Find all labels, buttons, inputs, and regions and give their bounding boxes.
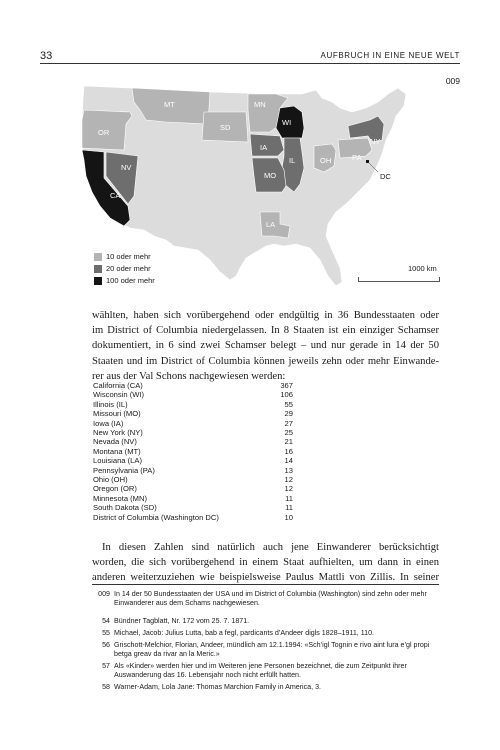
- table-row: [93, 400, 293, 409]
- label-ny: NY: [370, 137, 381, 146]
- state-name-cell: Oregon (OR): [93, 484, 137, 494]
- legend-swatch-dark: [94, 277, 102, 285]
- table-row: [93, 409, 293, 418]
- footnote-number: 55: [102, 629, 110, 637]
- state-name-cell: Ohio (OH): [93, 475, 128, 485]
- footnote-number: 57: [102, 662, 110, 670]
- state-name-cell: Illinois (IL): [93, 399, 128, 409]
- table-row: [93, 419, 293, 428]
- table-row: [93, 494, 293, 503]
- count-cell: 367: [280, 381, 293, 390]
- table-row: [93, 456, 293, 465]
- text-line: In diesen Zahlen sind natürlich auch jene Einwanderer berücksichtigt: [102, 542, 439, 553]
- footnote-number: 56: [102, 641, 110, 649]
- count-cell: 14: [284, 456, 293, 466]
- label-mo: MO: [264, 171, 277, 180]
- state-name-cell: Wisconsin (WI): [93, 390, 145, 400]
- count-cell: 55: [284, 399, 293, 409]
- scale-label: 1000 km: [408, 264, 437, 273]
- text-line: Staaten und im District of Columbia können jeweils zehn oder mehr Einwande-: [92, 355, 439, 367]
- footnote-text: Als «Kinder» werden hier und im Weiteren jene Personen bezeichnet, die zum Zeitpunkt ihrer Auswanderung das 16. Lebensjahr noch nicht erfüllt hatten.: [114, 662, 407, 679]
- us-map: [70, 80, 450, 295]
- count-cell: 13: [284, 465, 293, 475]
- footnote-number: 009: [98, 590, 110, 598]
- text-line: dokumentiert, in 6 sind zwei Schamser belegt – und nur gerade in 14 der 50: [92, 340, 439, 352]
- table-row: [93, 381, 293, 390]
- body-paragraph-1: [92, 308, 439, 384]
- footnote-text: In 14 der 50 Bundesstaaten der USA und im District of Columbia (Washington) sind zehn oder mehr Einwanderer aus dem Schams nachgewiesen.: [114, 590, 427, 607]
- label-mt: MT: [164, 100, 175, 109]
- count-cell: 12: [284, 475, 293, 485]
- state-name-cell: South Dakota (SD): [93, 503, 157, 513]
- state-name-cell: Nevada (NV): [93, 437, 137, 447]
- label-wi: WI: [282, 118, 292, 127]
- footnote-text: Grischott-Melchior, Florian, Andeer, mündlich am 12.1.1994: «Sch’igl Tognin e rivo aint lura e’gl propi betga greav da rivar an la Meric.»: [114, 641, 430, 658]
- us-map-figure: [70, 80, 450, 295]
- table-row: [93, 447, 293, 456]
- label-nv: NV: [121, 163, 132, 172]
- count-cell: 27: [284, 418, 293, 428]
- table-row: [93, 475, 293, 484]
- legend-label-100: 100 oder mehr: [106, 276, 155, 285]
- footnote-text: Warner-Adam, Lola Jane: Thomas Marchion Family in America, 3.: [114, 683, 321, 691]
- state-name-cell: Montana (MT): [93, 446, 141, 456]
- state-name-cell: New York (NY): [93, 428, 143, 438]
- state-name-cell: Pennsylvania (PA): [93, 465, 155, 475]
- state-name-cell: Missouri (MO): [93, 409, 141, 419]
- count-cell: 25: [284, 428, 293, 438]
- footnote-number: 58: [102, 683, 110, 691]
- text-line: anderen weiterzuziehen wie beispielsweise Paulus Mattli von Zillis. In seiner: [92, 572, 439, 584]
- count-cell: 106: [280, 390, 293, 400]
- state-name-cell: Louisiana (LA): [93, 456, 142, 466]
- legend-label-10: 10 oder mehr: [106, 252, 151, 261]
- emigrant-count-table: [93, 381, 293, 522]
- legend-swatch-medium: [94, 265, 102, 273]
- label-pa: PA: [352, 153, 362, 162]
- footnote-text: Bündner Tagblatt, Nr. 172 vom 25. 7. 1871.: [114, 617, 250, 625]
- state-name-cell: Minnesota (MN): [93, 493, 148, 503]
- table-row: [93, 437, 293, 446]
- text-line: im District of Columbia niedergelassen. In 8 Staaten ist ein einziger Schamser: [92, 325, 439, 337]
- page-number: 33: [40, 50, 53, 62]
- footnote-rule: [92, 584, 439, 585]
- state-name-cell: District of Columbia (Washington DC): [93, 512, 219, 522]
- table-body: [93, 381, 293, 522]
- label-ca: CA: [110, 191, 121, 200]
- state-dc: [366, 160, 369, 163]
- table-row: [93, 503, 293, 512]
- count-cell: 11: [285, 493, 293, 503]
- label-sd: SD: [220, 123, 231, 132]
- figure-number: 009: [445, 76, 460, 86]
- label-il: IL: [289, 156, 296, 165]
- count-cell: 29: [284, 409, 293, 419]
- legend-item-20: [94, 264, 151, 273]
- table-row: [93, 484, 293, 493]
- label-oh: OH: [320, 156, 332, 165]
- count-cell: 12: [284, 484, 293, 494]
- count-cell: 21: [284, 437, 293, 447]
- legend-item-100: [94, 276, 155, 285]
- legend-label-20: 20 oder mehr: [106, 264, 151, 273]
- footnote-number: 54: [102, 617, 110, 625]
- scale-bar: [358, 277, 440, 282]
- count-cell: 10: [284, 512, 293, 522]
- text-line: wählten, haben sich vorübergehend oder endgültig in 36 Bundesstaaten oder: [92, 310, 439, 321]
- label-or: OR: [98, 128, 110, 137]
- table-row: [93, 390, 293, 399]
- text-line: rer aus der Val Schons nachgewiesen werden:: [92, 370, 286, 382]
- state-name-cell: Iowa (IA): [93, 418, 124, 428]
- label-mn: MN: [254, 100, 266, 109]
- count-cell: 11: [285, 503, 293, 513]
- table-row: [93, 513, 293, 522]
- footnote-text: Michael, Jacob: Julius Lutta, bab a fegl, pardicants d’Andeer digls 1828–1911, 110.: [114, 629, 375, 637]
- text-line: worden, die sich vorübergehend in einem Staat aufhielten, um dann in einen: [92, 557, 439, 569]
- body-paragraph-2: [92, 540, 439, 586]
- running-head: AUFBRUCH IN EINE NEUE WELT: [320, 51, 460, 60]
- label-dc: DC: [380, 172, 391, 181]
- table-row: [93, 428, 293, 437]
- label-la: LA: [266, 220, 276, 229]
- legend-item-10: [94, 252, 151, 261]
- header-rule: [40, 63, 460, 64]
- count-cell: 16: [284, 446, 293, 456]
- label-ia: IA: [260, 143, 268, 152]
- state-name-cell: California (CA): [93, 381, 143, 390]
- legend-swatch-light: [94, 253, 102, 261]
- table-row: [93, 466, 293, 475]
